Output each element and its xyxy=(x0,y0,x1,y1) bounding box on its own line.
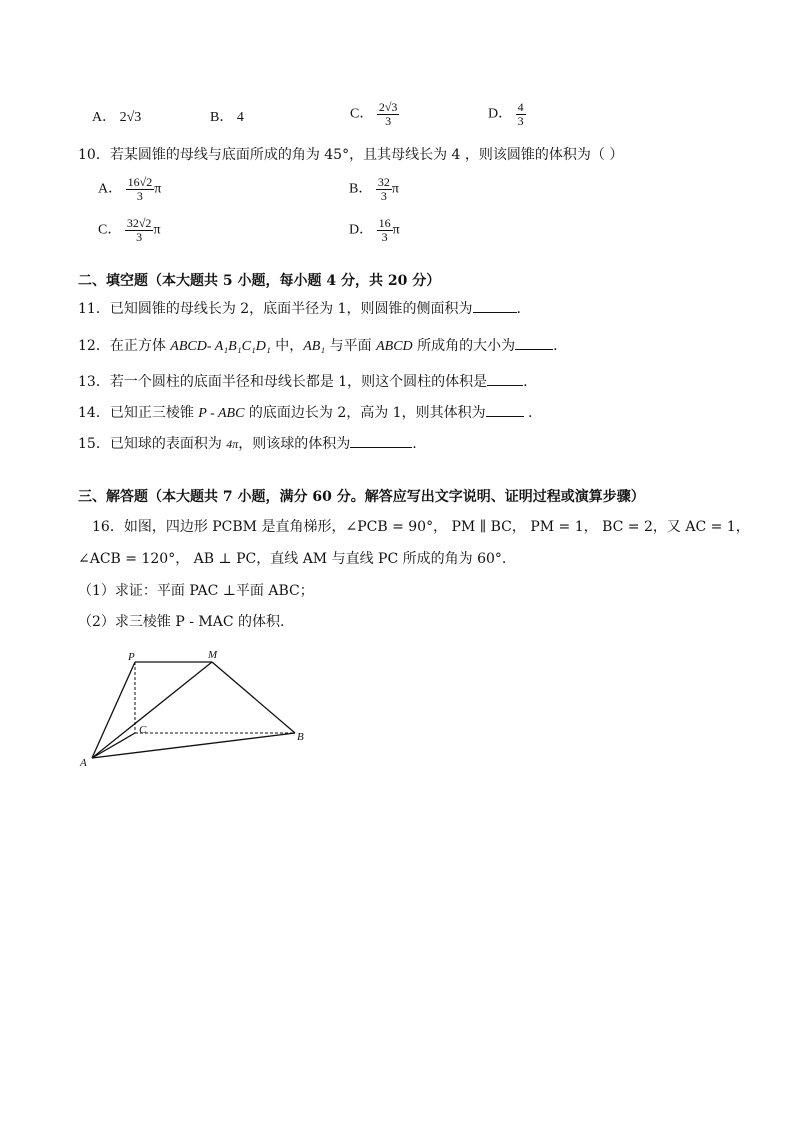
fraction: $\frac{32√2}{3}$ xyxy=(126,216,152,244)
edge-pa xyxy=(92,662,135,758)
q16-line2: ∠ACB = 120°， AB ⊥ PC，直线 AM 与直线 PC 所成的角为 60°. xyxy=(78,551,507,567)
fraction: $\frac{16}{3}$ xyxy=(378,216,391,244)
section3-title: 三、解答题（本大题共 7 小题，满分 60 分。解答应写出文字说明、证明过程或演算步骤） xyxy=(78,489,645,505)
edge-ac xyxy=(92,733,135,758)
q9-option-b: B． 4 xyxy=(210,110,244,125)
edge-am xyxy=(92,662,212,758)
answer-blank xyxy=(515,337,553,350)
section2-title: 二、填空题（本大题共 5 小题，每小题 4 分，共 20 分） xyxy=(78,273,441,289)
q9-option-c: C． $\frac{2√3}{3}$ xyxy=(350,100,398,128)
q16-line1: 16．如图，四边形 PCBM 是直角梯形，∠PCB = 90°， PM ∥ BC， PM = 1， BC = 2，又 AC = 1， xyxy=(92,519,750,535)
answer-blank xyxy=(350,435,412,448)
q13: 13．若一个圆柱的底面半径和母线长都是 1，则这个圆柱的体积是 . xyxy=(78,374,528,390)
geometry-figure xyxy=(70,645,330,775)
q9-option-d: D． $\frac{4}{3}$ xyxy=(488,100,524,128)
fraction: $\frac{16√2}{3}$ xyxy=(127,175,153,203)
q12: 12．在正方体 ABCD- A₁B₁C₁D₁ 中，AB₁ 与平面 ABCD 所成角的大小为 . xyxy=(78,338,558,354)
answer-blank xyxy=(473,300,517,313)
label-c: C xyxy=(139,724,147,736)
q11: 11．已知圆锥的母线长为 2，底面半径为 1，则圆锥的侧面积为 . xyxy=(78,301,521,317)
label-a: A xyxy=(80,757,87,769)
answer-blank xyxy=(486,404,524,417)
label-b: B xyxy=(297,731,304,743)
q10-option-c: C． $\frac{32√2}{3}$ π xyxy=(98,216,161,244)
label-p: P xyxy=(128,651,135,663)
fraction: $\frac{32}{3}$ xyxy=(377,175,390,203)
q16-part2: （2）求三棱锥 P - MAC 的体积. xyxy=(78,614,285,630)
q10-option-d: D． $\frac{16}{3}$ π xyxy=(349,216,400,244)
fraction: $\frac{4}{3}$ xyxy=(517,100,524,128)
edge-ab xyxy=(92,733,295,758)
q16-part1: （1）求证：平面 PAC ⊥平面 ABC； xyxy=(78,583,314,599)
answer-blank xyxy=(487,373,523,386)
q9-option-a: A． 2√3 xyxy=(92,110,142,125)
q10-option-a: A． $\frac{16√2}{3}$ π xyxy=(98,175,162,203)
q10-option-b: B． $\frac{32}{3}$ π xyxy=(349,175,399,203)
q15: 15．已知球的表面积为 4π，则该球的体积为 . xyxy=(78,436,417,452)
edge-mb xyxy=(212,662,295,733)
fraction: $\frac{2√3}{3}$ xyxy=(378,100,398,128)
q10-stem: 10．若某圆锥的母线与底面所成的角为 45°，且其母线长为 4 ，则该圆锥的体积为（ ） xyxy=(78,147,624,163)
label-m: M xyxy=(208,649,218,661)
q14: 14．已知正三棱锥 P - ABC 的底面边长为 2，高为 1，则其体积为 . xyxy=(78,405,533,421)
